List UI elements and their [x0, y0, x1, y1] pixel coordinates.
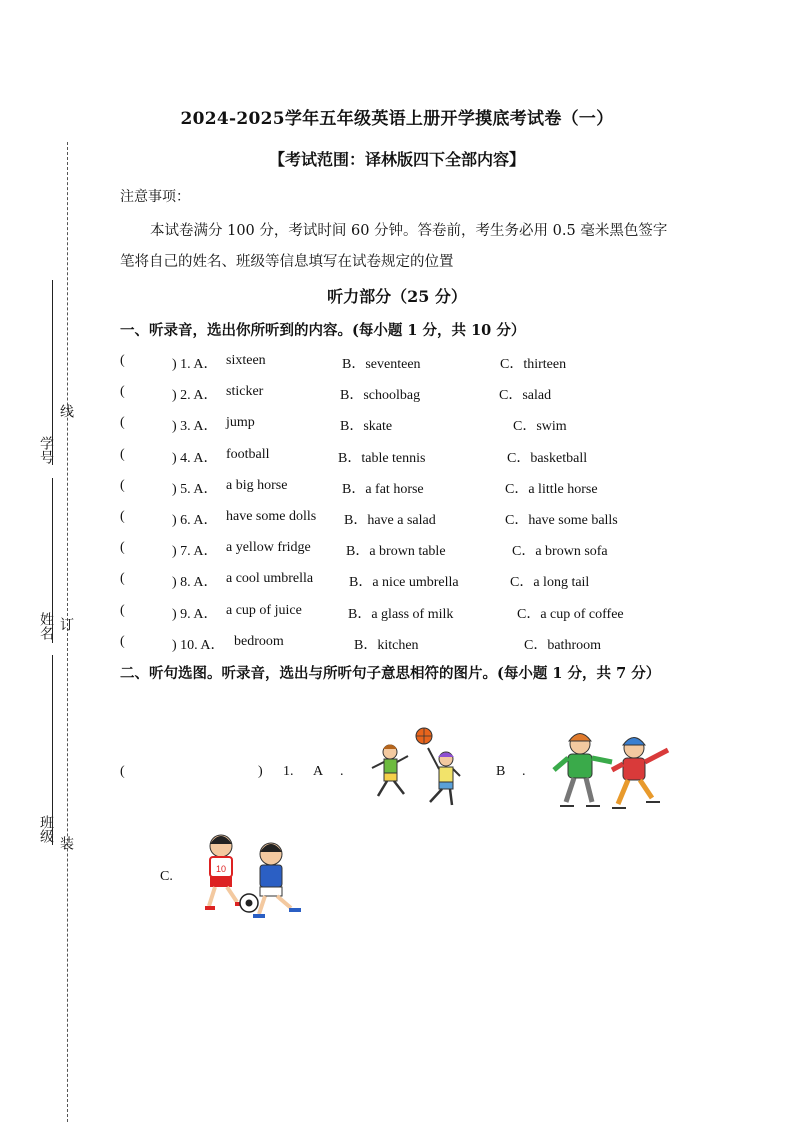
- option-c: C．a brown sofa: [512, 544, 608, 559]
- option-c: C．basketball: [507, 451, 588, 466]
- option-c: C．a little horse: [505, 482, 598, 497]
- question-number: ) 4. A．: [172, 451, 218, 466]
- option-a: sixteen: [226, 353, 266, 368]
- question-number: ) 7. A．: [172, 544, 218, 559]
- question-number: ) 1. A．: [172, 357, 218, 372]
- notice-label: 注意事项：: [120, 189, 190, 205]
- option-a: a cup of juice: [226, 603, 302, 618]
- option-c: C．thirteen: [500, 357, 567, 372]
- line-mark: 线: [58, 404, 74, 418]
- answer-paren-left[interactable]: (: [120, 509, 125, 524]
- listening-section-title: 听力部分（25 分）: [327, 287, 467, 306]
- part1-heading: 一、听录音，选出你所听到的内容。(每小题 1 分，共 10 分）: [120, 322, 526, 339]
- option-c-label: C.: [160, 869, 173, 884]
- question-number: 1.: [283, 764, 294, 779]
- option-c: C．bathroom: [524, 638, 601, 653]
- part2-question-row: [120, 764, 540, 784]
- option-b: B．schoolbag: [340, 388, 421, 403]
- option-b: B．a brown table: [346, 544, 446, 559]
- option-b: B．table tennis: [338, 451, 426, 466]
- question-number: ) 9. A．: [172, 607, 218, 622]
- question-number: ) 6. A．: [172, 513, 218, 528]
- answer-paren-left[interactable]: (: [120, 764, 125, 779]
- exam-title: 2024-2025学年五年级英语上册开学摸底考试卷（一）: [180, 109, 614, 129]
- option-a-label: A: [313, 764, 324, 779]
- basketball-kids-picture[interactable]: [368, 726, 468, 806]
- option-a: jump: [226, 415, 255, 430]
- skating-kids-picture[interactable]: [552, 726, 674, 814]
- answer-paren-left[interactable]: (: [120, 415, 125, 430]
- option-c: C．swim: [513, 419, 567, 434]
- question-number: ) 8. A．: [172, 575, 218, 590]
- class-label: 班级: [38, 815, 54, 843]
- option-b: B．a nice umbrella: [349, 575, 459, 590]
- option-a: bedroom: [234, 634, 284, 649]
- football-kids-picture[interactable]: [193, 830, 311, 922]
- answer-paren-left[interactable]: (: [120, 384, 125, 399]
- option-c: C．have some balls: [505, 513, 618, 528]
- option-b: B．skate: [340, 419, 393, 434]
- option-a-dot: .: [340, 764, 344, 779]
- seal-mark: 装: [58, 836, 74, 850]
- answer-paren-right: ): [258, 764, 263, 779]
- option-c: C．a long tail: [510, 575, 590, 590]
- option-c: C．salad: [499, 388, 552, 403]
- option-b: B．seventeen: [342, 357, 421, 372]
- answer-paren-left[interactable]: (: [120, 353, 125, 368]
- question-number: ) 10. A．: [172, 638, 225, 653]
- student-id-label: 学号: [38, 436, 54, 464]
- answer-paren-left[interactable]: (: [120, 603, 125, 618]
- question-number: ) 5. A．: [172, 482, 218, 497]
- name-label: 姓名: [38, 612, 54, 640]
- class-blank[interactable]: [52, 655, 53, 845]
- answer-paren-left[interactable]: (: [120, 634, 125, 649]
- bind-mark: 订: [58, 617, 74, 631]
- option-a: a cool umbrella: [226, 571, 314, 586]
- exam-scope: 【考试范围：译林版四下全部内容】: [268, 150, 525, 169]
- answer-paren-left[interactable]: (: [120, 540, 125, 555]
- part2-heading: 二、听句选图。听录音，选出与所听句子意思相符的图片。(每小题 1 分，共 7 分）: [120, 665, 661, 682]
- option-a: a yellow fridge: [226, 540, 311, 555]
- option-b: B．kitchen: [354, 638, 419, 653]
- option-b: B．a glass of milk: [348, 607, 454, 622]
- option-b-dot: .: [522, 764, 526, 779]
- svg-text:10: 10: [215, 864, 227, 874]
- answer-paren-left[interactable]: (: [120, 447, 125, 462]
- question-number: ) 2. A．: [172, 388, 218, 403]
- option-c: C．a cup of coffee: [517, 607, 624, 622]
- option-b: B．a fat horse: [342, 482, 424, 497]
- answer-paren-left[interactable]: (: [120, 478, 125, 493]
- option-a: sticker: [226, 384, 264, 399]
- option-a: a big horse: [226, 478, 288, 493]
- student-id-blank[interactable]: [52, 280, 53, 465]
- notice-body: 本试卷满分 100 分，考试时间 60 分钟。答卷前，考生务必用 0.5 毫米黑色签字笔将自己的姓名、班级等信息填写在试卷规定的位置: [120, 223, 668, 270]
- question-number: ) 3. A．: [172, 419, 218, 434]
- answer-paren-left[interactable]: (: [120, 571, 125, 586]
- name-blank[interactable]: [52, 478, 53, 643]
- option-a: have some dolls: [226, 509, 317, 524]
- option-b: B．have a salad: [344, 513, 436, 528]
- option-b-label: B: [496, 764, 506, 779]
- option-a: football: [226, 447, 270, 462]
